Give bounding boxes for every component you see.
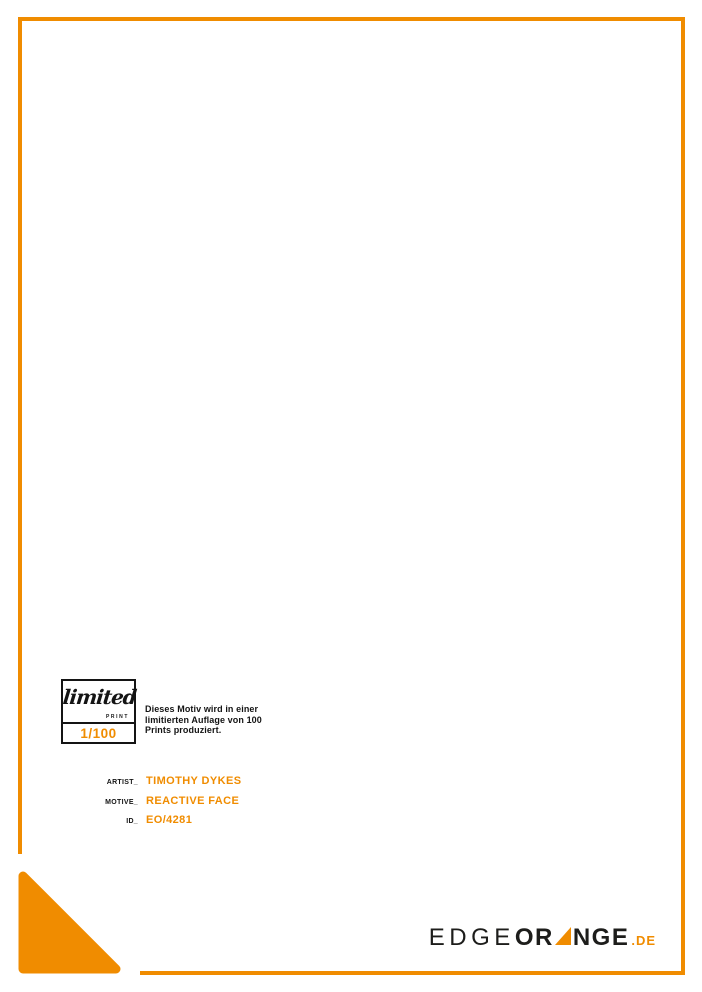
edition-description-line: Prints produziert. bbox=[145, 725, 222, 736]
edition-number: 1/100 bbox=[63, 722, 134, 742]
logo-text-or: OR bbox=[514, 924, 554, 951]
frame-border-left bbox=[18, 17, 22, 854]
motive-value: REACTIVE FACE bbox=[146, 794, 240, 807]
stamp-top-section bbox=[61, 681, 138, 722]
logo-triangle-icon bbox=[555, 927, 571, 945]
id-label: ID_ bbox=[126, 818, 138, 825]
logo-text-tld: .DE bbox=[631, 933, 656, 948]
edition-description-line: limitierten Auflage von 100 bbox=[145, 714, 262, 725]
logo-text-nge: NGE bbox=[572, 924, 630, 951]
limited-print-stamp bbox=[61, 679, 136, 744]
frame-border-right bbox=[681, 17, 685, 975]
artist-label: ARTIST_ bbox=[106, 779, 138, 786]
corner-triangle bbox=[18, 868, 124, 974]
motive-label: MOTIVE_ bbox=[105, 798, 138, 806]
frame-border-bottom bbox=[140, 971, 685, 975]
frame-border-top bbox=[18, 17, 685, 21]
artist-value: TIMOTHY DYKES bbox=[146, 775, 242, 787]
id-value: EO/4281 bbox=[146, 814, 193, 826]
edition-description-line: Dieses Motiv wird in einer bbox=[145, 704, 259, 714]
edgeorange-logo bbox=[429, 924, 656, 952]
meta-row-artist bbox=[0, 775, 420, 787]
meta-row-motive bbox=[0, 795, 420, 807]
logo-text-edge: EDGE bbox=[428, 924, 515, 951]
meta-row-id bbox=[0, 814, 420, 826]
edition-description bbox=[145, 704, 262, 736]
print-meta bbox=[0, 775, 420, 834]
stamp-subword-print: PRINT bbox=[106, 714, 129, 720]
stamp-word-limited: limited bbox=[61, 685, 138, 709]
